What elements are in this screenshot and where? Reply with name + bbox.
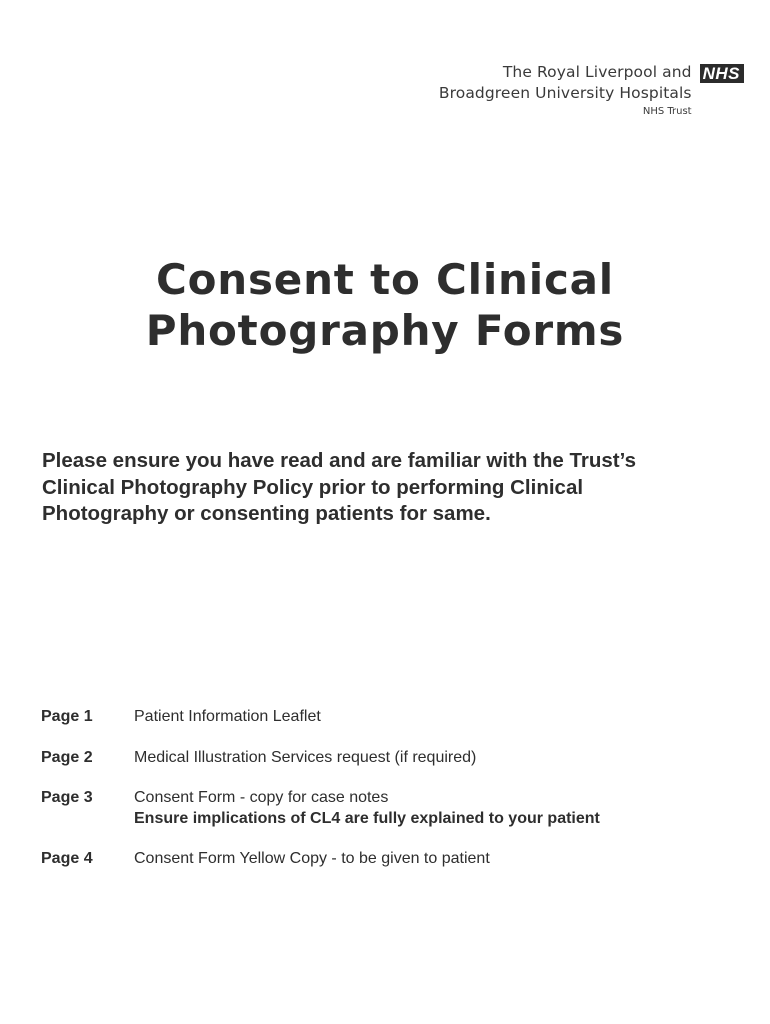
page-label: Page 1 xyxy=(41,708,93,725)
page-description: Consent Form Yellow Copy - to be given to patient xyxy=(134,850,490,867)
page-index-row xyxy=(41,788,741,829)
page-index-row xyxy=(41,748,741,769)
notice-line2: Clinical Photography Policy prior to performing Clinical xyxy=(42,475,584,499)
page-description-block xyxy=(134,788,600,829)
page-label: Page 4 xyxy=(41,850,93,867)
notice-line3: Photography or consenting patients for same. xyxy=(42,502,491,525)
page-note: Ensure implications of CL4 are fully explained to your patient xyxy=(134,809,600,827)
page-index-row xyxy=(41,849,741,870)
nhs-logo: NHS xyxy=(700,64,744,83)
page-index-row xyxy=(41,707,741,728)
trust-name-line2: Broadgreen University Hospitals xyxy=(438,84,692,102)
page-label: Page 2 xyxy=(41,748,93,766)
policy-notice xyxy=(42,448,742,528)
page-index xyxy=(41,707,741,890)
document-title xyxy=(0,254,770,356)
notice-line1: Please ensure you have read and are familiar with the Trust’s xyxy=(42,449,636,472)
page-description: Patient Information Leaflet xyxy=(134,708,321,725)
trust-name-line3: NHS Trust xyxy=(642,106,692,117)
title-line2: Photography Forms xyxy=(145,306,625,355)
page-label: Page 3 xyxy=(41,789,93,806)
page-description: Medical Illustration Services request (if required) xyxy=(134,748,477,766)
trust-name-block xyxy=(439,62,692,119)
page-description: Consent Form - copy for case notes xyxy=(134,789,389,806)
trust-header xyxy=(439,62,744,119)
trust-name-line1: The Royal Liverpool and xyxy=(502,63,692,81)
title-line1: Consent to Clinical xyxy=(156,255,614,304)
